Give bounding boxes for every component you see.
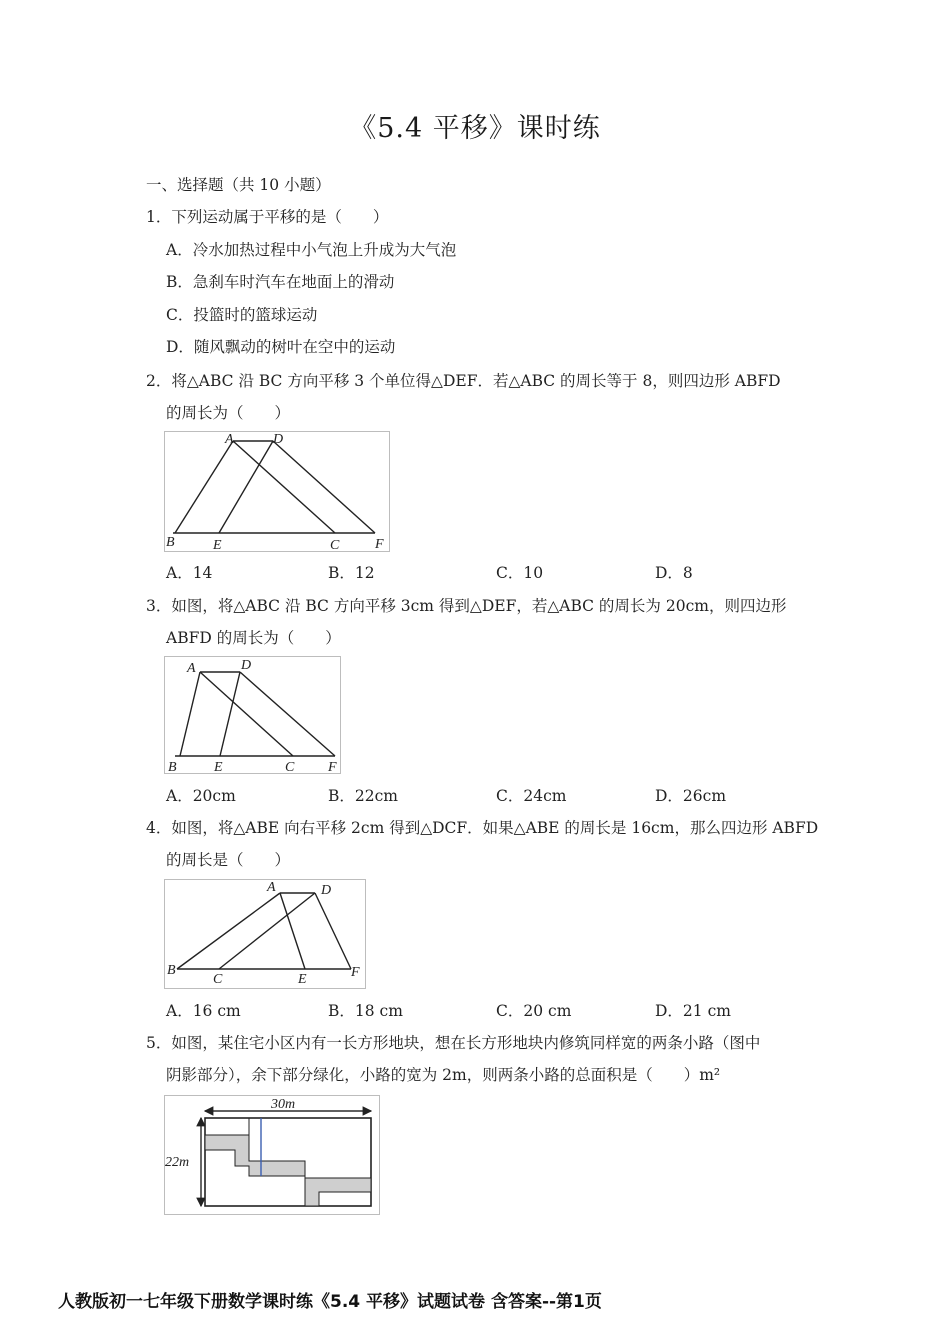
q3-label-b: B <box>168 760 177 773</box>
q4-option-c: C．20 cm <box>496 1002 572 1020</box>
q3-option-d: D．26cm <box>655 787 727 805</box>
q2-label-c: C <box>330 538 340 551</box>
q1-option-d: D．随风飘动的树叶在空中的运动 <box>166 338 396 356</box>
q2-label-f: F <box>375 537 384 551</box>
q1-option-a: A．冷水加热过程中小气泡上升成为大气泡 <box>166 241 457 259</box>
q4-stem-line2: 的周长是（ ） <box>166 851 291 869</box>
q4-option-a: A．16 cm <box>166 1002 241 1020</box>
q2-label-a: A <box>225 432 234 447</box>
page-title: 《5.4 平移》课时练 <box>349 113 601 144</box>
q4-label-f: F <box>351 965 360 980</box>
q2-option-a: A．14 <box>166 564 213 582</box>
q4-label-d: D <box>321 883 332 898</box>
q2-label-e: E <box>213 538 222 551</box>
q4-stem-line1: 4．如图，将△ABE 向右平移 2cm 得到△DCF．如果△ABE 的周长是 16cm，那么四边形 ABFD <box>146 819 819 837</box>
q4-option-b: B．18 cm <box>328 1002 403 1020</box>
q2-stem-line1: 2．将△ABC 沿 BC 方向平移 3 个单位得△DEF．若△ABC 的周长等于 8，则四边形 ABFD <box>146 372 781 390</box>
q2-label-d: D <box>273 432 284 447</box>
q4-label-a: A <box>267 880 276 895</box>
page-footer: 人教版初一七年级下册数学课时练《5.4 平移》试题试卷 含答案--第1页 <box>58 1292 602 1312</box>
q5-label-width: 30m <box>271 1097 296 1112</box>
q5-label-height: 22m <box>165 1155 190 1170</box>
q2-option-c: C．10 <box>496 564 544 582</box>
q3-stem-line2: ABFD 的周长为（ ） <box>166 629 341 647</box>
q5-stem-line1: 5．如图，某住宅小区内有一长方形地块，想在长方形地块内修筑同样宽的两条小路（图中 <box>146 1034 761 1052</box>
q2-stem-line2: 的周长为（ ） <box>166 404 291 422</box>
q3-option-a: A．20cm <box>166 787 236 805</box>
q3-label-f: F <box>328 760 337 773</box>
q4-label-c: C <box>213 972 223 987</box>
q2-option-b: B．12 <box>328 564 375 582</box>
q3-label-c: C <box>285 760 295 773</box>
q3-option-b: B．22cm <box>328 787 398 805</box>
q2-figure <box>164 431 390 552</box>
q3-label-a: A <box>187 661 196 676</box>
q4-label-e: E <box>298 972 307 987</box>
q3-label-d: D <box>241 658 252 673</box>
q3-label-e: E <box>214 760 223 773</box>
q2-option-d: D．8 <box>655 564 693 582</box>
q3-option-c: C．24cm <box>496 787 567 805</box>
q3-figure <box>164 656 341 774</box>
q5-stem-line2: 阴影部分），余下部分绿化，小路的宽为 2m，则两条小路的总面积是（ ）m² <box>166 1066 721 1084</box>
q1-stem: 1．下列运动属于平移的是（ ） <box>146 208 389 226</box>
q1-option-c: C．投篮时的篮球运动 <box>166 306 318 324</box>
q4-figure <box>164 879 366 989</box>
q3-stem-line1: 3．如图，将△ABC 沿 BC 方向平移 3cm 得到△DEF，若△ABC 的周长为 20cm，则四边形 <box>146 597 787 615</box>
q4-label-b: B <box>167 963 176 978</box>
q2-label-b: B <box>166 535 175 550</box>
q5-figure <box>164 1095 380 1215</box>
section-heading: 一、选择题（共 10 小题） <box>146 176 331 194</box>
q4-option-d: D．21 cm <box>655 1002 731 1020</box>
q1-option-b: B．急刹车时汽车在地面上的滑动 <box>166 273 395 291</box>
